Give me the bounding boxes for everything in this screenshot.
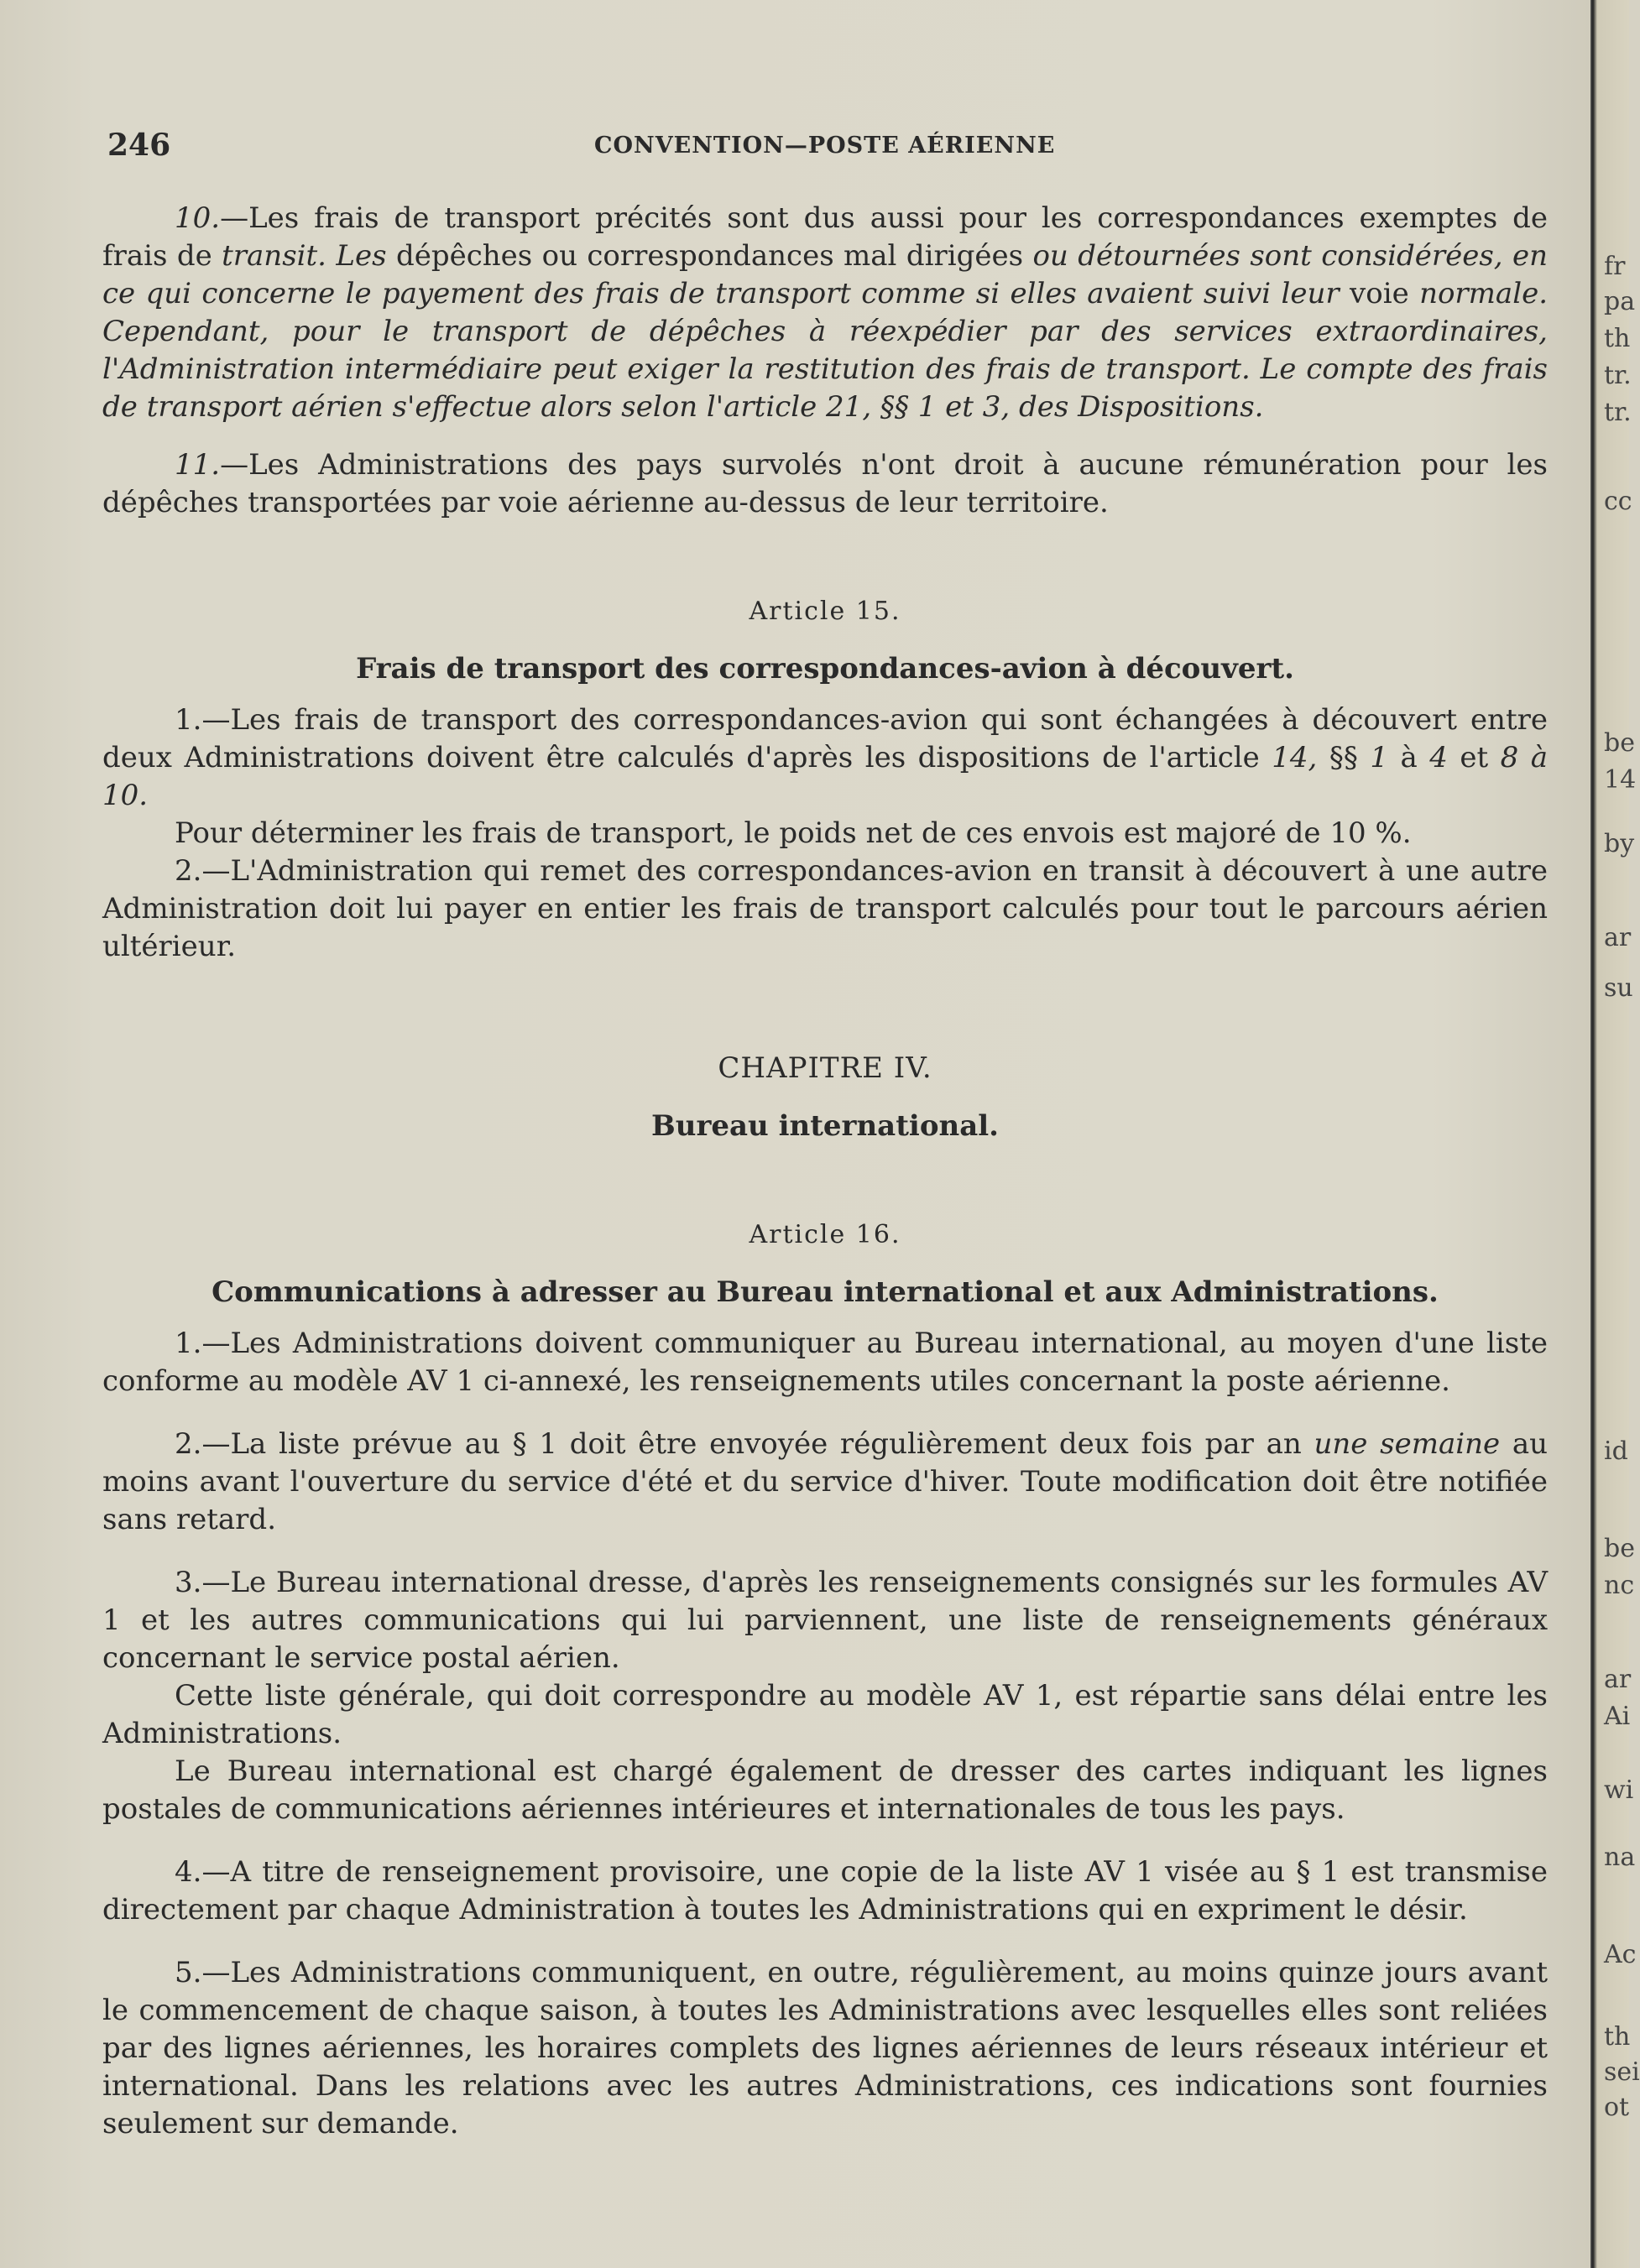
text-run: dépêches ou correspondances mal dirigées bbox=[386, 239, 1033, 273]
italic-run: 10. bbox=[175, 201, 221, 235]
article-16-paragraph-1: 1.—Les Administrations doivent communiquer au Bureau international, au moyen d'une liste conforme au modèle AV 1 ci-annexé, les renseignements utiles concernant la poste aérienne. bbox=[102, 1327, 1548, 1398]
italic-run: 8 à 10. bbox=[102, 741, 1548, 812]
italic-run: 4 bbox=[1429, 741, 1448, 774]
running-head-title: CONVENTION—POSTE AÉRIENNE bbox=[594, 133, 1056, 159]
adjacent-page-fragment: by bbox=[1604, 829, 1635, 858]
adjacent-page-fragment: be bbox=[1604, 728, 1635, 758]
adjacent-page-fragment: nc bbox=[1604, 1571, 1635, 1600]
text-run: à bbox=[1387, 741, 1430, 774]
adjacent-page-fragment: pa bbox=[1604, 287, 1636, 316]
italic-run: transit. bbox=[222, 239, 326, 273]
adjacent-page-fragment: Ai bbox=[1604, 1702, 1631, 1731]
adjacent-page-fragment: th bbox=[1604, 2022, 1631, 2052]
article-16-label: Article 16. bbox=[749, 1220, 901, 1249]
adjacent-page-fragment: sei bbox=[1604, 2057, 1640, 2087]
article-15-paragraph-2: 2.—L'Administration qui remet des correspondances-avion en transit à découvert à une autre Administration doit lui payer en entier les frais de transport calculés pour tout le parcours aérien ultérieur. bbox=[102, 854, 1548, 963]
article-15-paragraph-1 bbox=[102, 701, 1548, 815]
adjacent-page-fragment: id bbox=[1604, 1436, 1628, 1466]
italic-run: 11. bbox=[175, 448, 221, 482]
article-16-paragraph-3c: Le Bureau international est chargé également de dresser des cartes indiquant les lignes postales de communications aériennes intérieures et internationales de tous les pays. bbox=[102, 1754, 1548, 1826]
adjacent-page-fragment: na bbox=[1604, 1843, 1636, 1872]
text-run: —Les Administrations des pays survolés n'ont droit à aucune rémunération pour les dépêches transportées par voie aérienne au-dessus de leur territoire. bbox=[102, 448, 1548, 519]
adjacent-page-fragment: Ac bbox=[1604, 1940, 1637, 1969]
adjacent-page-fragment: tr. bbox=[1604, 361, 1632, 390]
text-run: et bbox=[1447, 741, 1501, 774]
adjacent-page-fragment: cc bbox=[1604, 487, 1632, 516]
text-run: voie bbox=[1339, 277, 1420, 310]
adjacent-page-edge bbox=[1590, 0, 1640, 2268]
article-16-paragraph-4: 4.—A titre de renseignement provisoire, une copie de la liste AV 1 visée au § 1 est transmise directement par chaque Administration à toutes les Administrations qui en expriment le désir. bbox=[102, 1855, 1548, 1926]
italic-run: ou détournées sont considérées, en ce qui concerne le payement des frais de transport comme si elles avaient suivi leur bbox=[102, 239, 1548, 310]
article-16-paragraph-3b: Cette liste générale, qui doit correspondre au modèle AV 1, est répartie sans délai entre les Administrations. bbox=[102, 1679, 1548, 1750]
article-16-paragraph-5: 5.—Les Administrations communiquent, en outre, régulièrement, au moins quinze jours avant le commencement de chaque saison, à toutes les Administrations avec lesquelles elles sont reliées par des lignes aériennes, les horaires complets des lignes aériennes de leurs réseaux intérieur et international. Dans les relations avec les autres Administrations, ces indications sont fournies seulement sur demande. bbox=[102, 1956, 1548, 2140]
italic-run: 1 bbox=[1370, 741, 1388, 774]
text-run: 2.—La liste prévue au § 1 doit être envoyée régulièrement deux fois par an bbox=[175, 1427, 1314, 1461]
article-16-paragraph-3: 3.—Le Bureau international dresse, d'après les renseignements consignés sur les formules AV 1 et les autres communications qui lui parviennent, une liste de renseignements généraux concernant le service postal aérien. bbox=[102, 1566, 1548, 1675]
text-run: §§ bbox=[1317, 741, 1371, 774]
italic-run: 14, bbox=[1272, 741, 1318, 774]
running-head bbox=[107, 128, 1551, 169]
adjacent-page-fragment: ar bbox=[1604, 923, 1632, 952]
article-16-title: Communications à adresser au Bureau international et aux Administrations. bbox=[212, 1275, 1439, 1309]
text-run: 1.—Les frais de transport des correspondances-avion qui sont échangées à découvert entre deux Administrations doivent être calculés d'après les dispositions de l'article bbox=[102, 703, 1548, 774]
adjacent-page-fragment: tr. bbox=[1604, 398, 1632, 427]
paragraph-10 bbox=[102, 200, 1548, 426]
chapter-title: Bureau international. bbox=[650, 1109, 1000, 1143]
text-run: —Les frais de transport précités sont dus aussi pour les correspondances exemptes de frais de bbox=[102, 201, 1548, 273]
italic-run: une semaine bbox=[1314, 1427, 1501, 1461]
adjacent-page-fragment: fr bbox=[1604, 252, 1626, 281]
adjacent-page-fragment: 14 bbox=[1604, 765, 1637, 795]
adjacent-page-fragment: su bbox=[1604, 973, 1633, 1003]
adjacent-page-fragment: ar bbox=[1604, 1665, 1632, 1694]
article-16-paragraph-2 bbox=[102, 1426, 1548, 1539]
paragraph-11 bbox=[102, 446, 1548, 522]
italic-run: normale. Cependant, pour le transport de dépêches à réexpédier par des services extraordinaires, l'Administration intermédiaire peut exiger la restitution des frais de transport. Le compte des frais de transport aérien s'effectue alors selon l'article 21, §§ 1 et 3, des Dispositions. bbox=[102, 277, 1548, 424]
article-15-label: Article 15. bbox=[749, 597, 901, 626]
adjacent-page-fragment: ot bbox=[1604, 2093, 1630, 2122]
italic-run: Les bbox=[336, 239, 387, 273]
adjacent-page-fragment: wi bbox=[1604, 1775, 1634, 1805]
text-run: au moins avant l'ouverture du service d'été et du service d'hiver. Toute modification doit être notifiée sans retard. bbox=[102, 1427, 1548, 1536]
text-run bbox=[326, 239, 336, 273]
article-15-paragraph-1b: Pour déterminer les frais de transport, le poids net de ces envois est majoré de 10 %. bbox=[175, 816, 1412, 850]
adjacent-page-fragment: be bbox=[1604, 1534, 1635, 1563]
adjacent-page-fragment: th bbox=[1604, 324, 1631, 353]
article-15-title: Frais de transport des correspondances-avion à découvert. bbox=[356, 652, 1294, 686]
body-text bbox=[102, 200, 1548, 2143]
chapter-label: CHAPITRE IV. bbox=[718, 1051, 932, 1085]
page-number: 246 bbox=[107, 128, 171, 163]
